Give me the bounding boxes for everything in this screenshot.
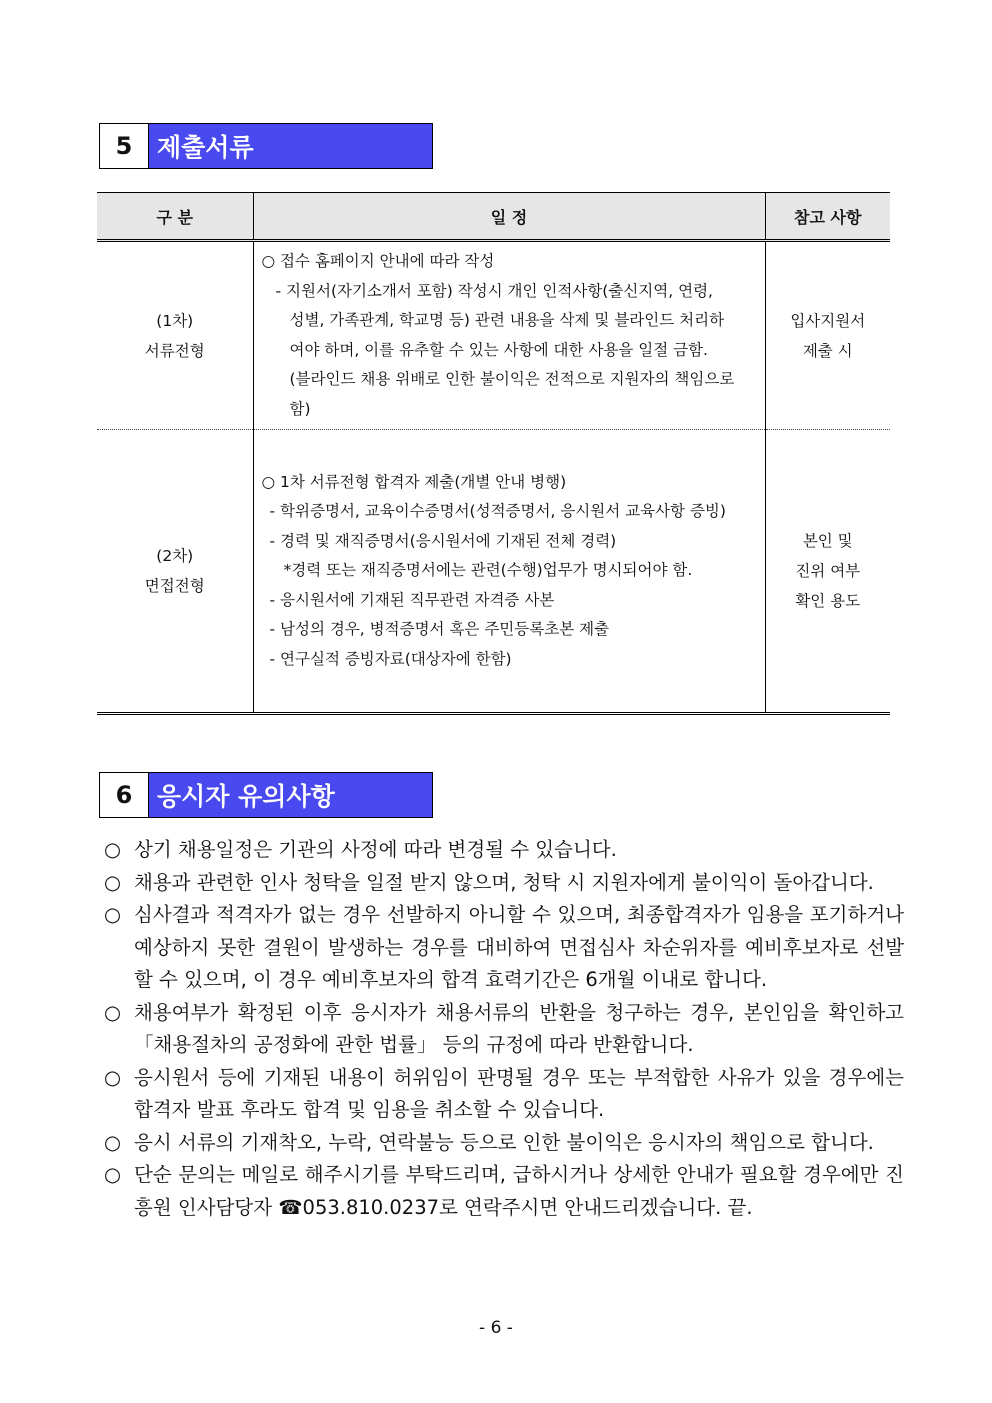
note-line: 본인 및 (802, 532, 853, 550)
row-category (97, 430, 253, 714)
row-note (765, 430, 890, 714)
circle-marker-icon: ○ (104, 870, 122, 894)
note-text: 상기 채용일정은 기관의 사정에 따라 변경될 수 있습니다. (134, 838, 617, 861)
section-6-header (99, 772, 433, 818)
list-item (104, 1062, 904, 1127)
section-6-number: 6 (99, 772, 149, 818)
category-label: 면접전형 (144, 577, 205, 595)
section-6-title: 응시자 유의사항 (149, 772, 433, 818)
header-category: 구 분 (97, 193, 253, 241)
note-line: 진위 여부 (795, 562, 861, 580)
note-line: 확인 용도 (795, 592, 861, 610)
circle-marker-icon: ○ (104, 903, 122, 926)
list-item (104, 834, 904, 867)
schedule-line: ○ 1차 서류전형 합격자 제출(개별 안내 병행) (261, 472, 567, 491)
list-item (104, 1159, 904, 1224)
schedule-line: - 학위증명서, 교육이수증명서(성적증명서, 응시원서 교육사항 증빙) (269, 502, 726, 521)
row-schedule (253, 430, 765, 714)
schedule-line: (블라인드 채용 위배로 인한 불이익은 전적으로 지원자의 책임으로 (289, 370, 735, 388)
table-row (97, 430, 890, 714)
note-line: 입사지원서 (790, 311, 866, 330)
note-line: 제출 시 (802, 341, 853, 360)
schedule-line: 함) (289, 399, 311, 418)
applicant-notes-list (104, 834, 904, 1224)
section-5-header (99, 123, 433, 169)
schedule-line: - 지원서(자기소개서 포함) 작성시 개인 인적사항(출신지역, 연령, (275, 281, 713, 300)
list-item (104, 899, 904, 997)
note-text: 채용과 관련한 인사 청탁을 일절 받지 않으며, 청탁 시 지원자에게 불이익이 돌아갑니다. (134, 870, 874, 894)
schedule-line: ○ 접수 홈페이지 안내에 따라 작성 (261, 252, 495, 270)
row-category (97, 241, 253, 430)
category-stage: (1차) (156, 311, 194, 330)
list-item (104, 867, 904, 900)
note-text: 심사결과 적격자가 없는 경우 선발하지 아니할 수 있으며, 최종합격자가 임용을 포기하거나 예상하지 못한 결원이 발생하는 경우를 대비하여 면접심사 차순위자를 예비후보자로 선발할 수 있으며, 이 경우 예비후보자의 합격 효력기간은 6개월 이내로 합니다. (134, 903, 904, 991)
circle-marker-icon: ○ (104, 838, 122, 861)
table-row (97, 241, 890, 430)
row-note (765, 241, 890, 430)
schedule-line: - 경력 및 재직증명서(응시원서에 기재된 전체 경력) (269, 531, 617, 550)
category-stage: (2차) (156, 547, 194, 565)
circle-marker-icon: ○ (104, 1163, 122, 1186)
schedule-line: *경력 또는 재직증명서에는 관련(수행)업무가 명시되어야 함. (283, 561, 693, 580)
circle-marker-icon: ○ (104, 1000, 122, 1024)
section-5-number: 5 (99, 123, 149, 169)
note-text: 응시원서 등에 기재된 내용이 허위임이 판명될 경우 또는 부적합한 사유가 있을 경우에는 합격자 발표 후라도 합격 및 임용을 취소할 수 있습니다. (134, 1065, 904, 1121)
row-schedule (253, 241, 765, 430)
list-item (104, 997, 904, 1062)
header-note: 참고 사항 (765, 193, 890, 241)
list-item (104, 1127, 904, 1160)
note-text: 응시 서류의 기재착오, 누락, 연락불능 등으로 인한 불이익은 응시자의 책임으로 합니다. (134, 1130, 874, 1154)
schedule-line: - 남성의 경우, 병적증명서 혹은 주민등록초본 제출 (269, 620, 610, 639)
circle-marker-icon: ○ (104, 1130, 122, 1154)
schedule-line: 성별, 가족관계, 학교명 등) 관련 내용을 삭제 및 블라인드 처리하 (289, 311, 725, 329)
note-text: 단순 문의는 메일로 해주시기를 부탁드리며, 급하시거나 상세한 안내가 필요할 경우에만 진흥원 인사담당자 ☎053.810.0237로 연락주시면 안내드리겠습니다. 끝. (134, 1163, 904, 1219)
category-label: 서류전형 (144, 341, 205, 360)
schedule-line: 여야 하며, 이를 유추할 수 있는 사항에 대한 사용을 일절 금함. (289, 340, 708, 359)
schedule-line: - 응시원서에 기재된 직무관련 자격증 사본 (269, 590, 555, 609)
note-text: 채용여부가 확정된 이후 응시자가 채용서류의 반환을 청구하는 경우, 본인임을 확인하고 「채용절차의 공정화에 관한 법률」 등의 규정에 따라 반환합니다. (134, 1000, 904, 1056)
table-header-row (97, 193, 890, 241)
circle-marker-icon: ○ (104, 1065, 122, 1089)
section-5-title: 제출서류 (149, 123, 433, 169)
page-number: - 6 - (479, 1318, 513, 1338)
header-schedule: 일 정 (253, 193, 765, 241)
submission-documents-table (97, 192, 890, 715)
schedule-line: - 연구실적 증빙자료(대상자에 한함) (269, 649, 512, 668)
